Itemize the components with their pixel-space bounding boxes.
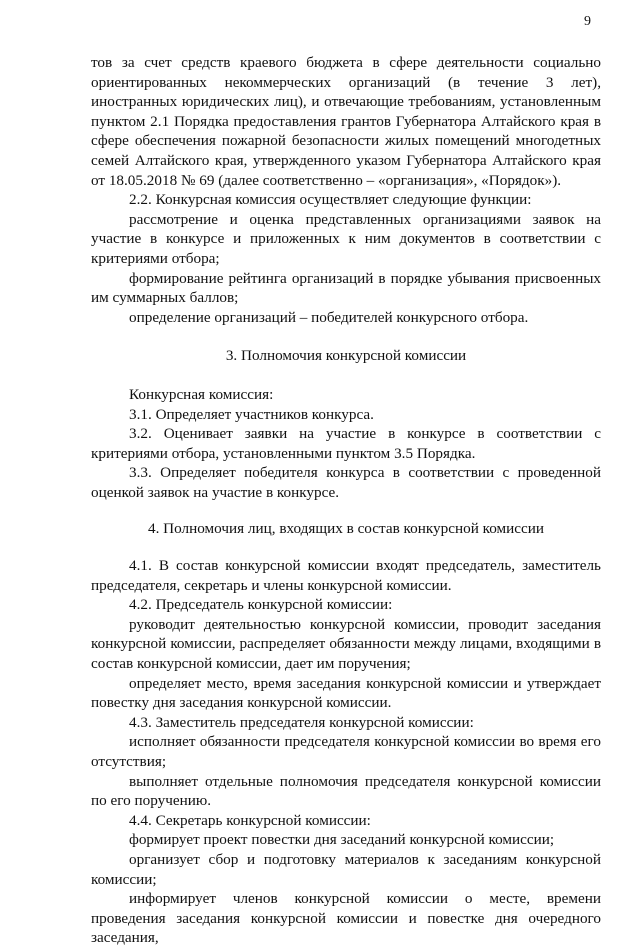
paragraph: выполняет отдельные полномочия председателя конкурсной комиссии по его поручению. [91, 772, 601, 810]
paragraph: формирует проект повестки дня заседаний конкурсной комиссии; [129, 831, 555, 849]
paragraph: 3.2. Оценивает заявки на участие в конкурсе в соответствии с критериями отбора, установленными пунктом 3.5 Порядка. [91, 425, 601, 462]
paragraph: информирует членов конкурсной комиссии о месте, времени проведения заседания конкурсной комиссии и повестке дня очередного заседания, [91, 890, 601, 947]
paragraph: 3.3. Определяет победителя конкурса в соответствии с проведенной оценкой заявок на участие в конкурсе. [91, 464, 601, 501]
spacer [91, 502, 601, 519]
paragraph: 4.4. Секретарь конкурсной комиссии: [129, 811, 371, 829]
spacer [91, 366, 601, 385]
paragraph: организует сбор и подготовку материалов к заседаниям конкурсной комиссии; [91, 850, 601, 888]
paragraph: определяет место, время заседания конкурсной комиссии и утверждает повестку дня заседания конкурсной комиссии. [91, 674, 601, 712]
paragraph: формирование рейтинга организаций в порядке убывания присвоенных им суммарных баллов; [91, 269, 601, 307]
paragraph: тов за счет средств краевого бюджета в сфере деятельности социально ориентированных некоммерческих организаций (в течение 3 лет), иностранных юридических лиц), и отвечающие требованиям, установленным пунктом 2.1 Порядка предоставления грантов Губернатора Алтайского края в сфере обеспечения пожарной безопасности жилых помещений многодетных семей Алтайского края, утвержденного указом Губернатора Алтайского края от 18.05.2018 № 69 (далее соответственно – «организация», «Порядок»). [91, 54, 601, 189]
paragraph: 3.1. Определяет участников конкурса. [129, 405, 374, 423]
paragraph: Конкурсная комиссия: [129, 385, 274, 403]
paragraph: 4.1. В состав конкурсной комиссии входят председатель, заместитель председателя, секретарь и члены конкурсной комиссии. [91, 557, 601, 594]
paragraph: 2.2. Конкурсная комиссия осуществляет следующие функции: [129, 191, 532, 209]
section-heading-3: 3. Полномочия конкурсной комиссии [225, 347, 467, 365]
paragraph: исполняет обязанности председателя конкурсной комиссии во время его отсутствия; [91, 733, 601, 770]
paragraph: руководит деятельностью конкурсной комиссии, проводит заседания конкурсной комиссии, распределяет обязанности между лицами, входящими в состав конкурсной комиссии, дает им поручения; [91, 615, 601, 673]
paragraph: 4.3. Заместитель председателя конкурсной комиссии: [129, 713, 474, 731]
spacer [91, 327, 601, 346]
spacer [91, 539, 601, 556]
section-heading-4: 4. Полномочия лиц, входящих в состав конкурсной комиссии [147, 520, 545, 538]
paragraph: определение организаций – победителей конкурсного отбора. [129, 308, 529, 326]
paragraph: 4.2. Председатель конкурсной комиссии: [129, 596, 393, 614]
paragraph: рассмотрение и оценка представленных организациями заявок на участие в конкурсе и приложенных к ним документов в соответствии с критериями отбора; [91, 210, 601, 267]
page-number: 9 [584, 14, 591, 29]
document-body [91, 53, 601, 948]
